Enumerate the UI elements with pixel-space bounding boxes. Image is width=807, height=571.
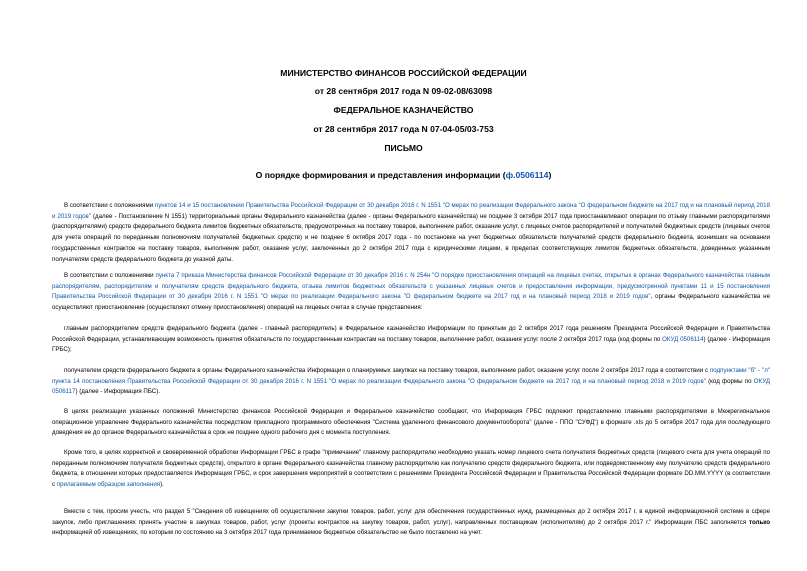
paragraph-7 (52, 507, 770, 539)
paragraph-5 (52, 407, 770, 439)
paragraph-3 (52, 324, 770, 356)
p4-okud-link[interactable]: ОКУД 0506117 (52, 377, 770, 396)
p6-sample-link[interactable]: прилагаемым образцом заполнения (56, 481, 161, 489)
p2-order-link[interactable]: пункта 7 приказа Министерства финансов Российской Федерации от 30 декабря 2016 г. N 254н "О порядке приостановления операций на лицевых счетах, открытых в органах Федерального казначейства главным распорядителям, распорядителям и получателям средств федерального бюджета, отзыва лимитов бюджетных обязательств с указанных лицевых счетов и предоставления информации, предусмотренной пунктами 11 и 15 постановления Правительства Российской Федерации от 30 декабря 2016 г. N 1551 "О мерах по реализации Федерального закона "О федеральном бюджете на 2017 год и на плановый период 2018 и 2019 годов" (52, 272, 770, 301)
document-title (0, 170, 807, 181)
document-type: ПИСЬМО (384, 143, 423, 153)
title-prefix: О порядке формирования и представления информации ( (255, 170, 506, 180)
paragraph-6 (52, 448, 770, 491)
p7-text-1: Вместе с тем, просим учесть, что раздел 5 "Сведения об извещениях об осуществлении закупки товаров, работ, услуг для обеспечения государственных нужд, размещенных до 2 октября 2017 г. в единой информационной системе в сфере закупок, либо приглашениях принять участие в закупках товаров, работ, услуг (проекты контрактов на закупку товаров, работ, услуг), направленных поставщикам (исполнителям) до 2 октября 2017 г." Информации ПБС заполняется (52, 508, 770, 526)
p4-text-1: получателем средств федерального бюджета в органы Федерального казначейства Информации о планируемых закупках на поставку товаров, выполнение работ, оказание услуг после 2 октября 2017 года в соответствии с (64, 367, 710, 374)
p4-text-3: ) (далее - Информация ПБС). (75, 388, 160, 396)
p7-text-2: информацией об извещениях, по которым по состоянию на 3 октября 2017 года принимаемое бюджетное обязательство не было поставлено на учет. (52, 529, 482, 537)
treasury-date: от 28 сентября 2017 года N 07-04-05/03-753 (313, 124, 494, 134)
p6-text-1: Кроме того, в целях корректной и своевременной обработки Информации ГРБС в графе "примечание" главному распорядителю необходимо указать номер лицевого счета получателя бюджетных средств (лицевого счета для учета операций по переданным полномочиям получателя бюджетных средств), открытого в органе Федерального казначейства главному распорядителю как получателю средств федерального бюджета, или подведомственному ему получателю средств федерального бюджета, в отношении которых предоставляется Информация ГРБС, и срок завершения мероприятий в соответствии с решениями Президента Российской Федерации и Правительства Российской Федерации формате DD.MM.YYYY (в соответствии с (52, 449, 770, 489)
p3-okud-link[interactable]: ОКУД 0506114 (662, 335, 704, 343)
p1-text-1: В соответствии с положениями (64, 202, 155, 209)
p2-text-2: , органы Федерального казначейства не осуществляют приостановление (осуществляют отмену приостановления) операций на лицевых счетах в случае представления: (52, 293, 770, 312)
p7-bold-only: только (749, 518, 770, 526)
p1-text-2: (далее - Постановление N 1551) территориальные органы Федерального казначейства (далее - органы Федерального казначейства) не позднее 3 октября 2017 года приостанавливают операции по отзыву главными распорядителями (распорядителями) средств федерального бюджета лимитов бюджетных обязательств, предусмотренных на поставку товаров, выполнение работ, оказание услуг, с лицевых счетов распорядителей и получателей бюджетных средств (лицевых счетов для учета операций по переданным полномочиям получателей бюджетных средств) и не позднее 6 октября 2017 года - по постановке на учет бюджетных обязательств получателей средств федерального бюджета, возникших на основании государственных контрактов на поставку товаров, выполнение работ, оказание услуг, заключенных до 2 октября 2017 года с юридическими лицами, в пределах соответствующих лимитов бюджетных обязательств, доведенных указанным получателям средств федерального бюджета до указной даты. (52, 212, 770, 263)
p5-text: В целях реализации указанных положений Министерство финансов Российской Федерации и Федеральное казначейство сообщают, что Информация ГРБС подлежит представлению главными распорядителями в Межрегиональное операционное управление Федерального казначейства посредством прикладного программного обеспечения "Система удаленного финансового документооборота" (далее - ППО "СУФД") в формате .xls до 5 октября 2017 года для последующего доведения ее до органов Федерального казначейства в срок не позднее одного рабочего дня с момента поступления. (52, 408, 770, 437)
p1-law-link[interactable]: пунктов 14 и 15 постановления Правительства Российской Федерации от 30 декабря 2016 г. N 1551 "О мерах по реализации Федерального закона "О федеральном бюджете на 2017 год и на плановый период 2018 и 2019 годов" (52, 202, 770, 220)
p3-text-2: ) (далее - Информация ГРБС); (52, 335, 770, 354)
ministry-date: от 28 сентября 2017 года N 09-02-08/63098 (314, 86, 493, 96)
paragraph-1 (52, 201, 770, 265)
p4-subpoints-link[interactable]: подпунктами "б" - "л" пункта 14 постановления Правительства Российской Федерации от 30 декабря 2016 г. N 1551 "О мерах по реализации Федерального закона "О федеральном бюджете на 2017 год и на плановый период 2018 и 2019 годов" (52, 367, 770, 385)
title-form-link[interactable]: ф.0506114 (505, 170, 549, 180)
treasury-heading: ФЕДЕРАЛЬНОЕ КАЗНАЧЕЙСТВО (333, 105, 474, 115)
p4-text-2: (код формы по (705, 377, 754, 385)
p3-text-1: главным распорядителем средств федерального бюджета (далее - главный распорядитель) в Федеральное казначейство Информации по принятым до 2 октября 2017 года решениям Президента Российской Федерации и Правительства Российской Федерации, устанавливающим возможность принятия обязательств по государственным контрактам на поставку товаров, выполнение работ, оказания услуг после 2 октября 2017 года (код формы по (52, 325, 770, 343)
p2-text-1: В соответствии с положениями (64, 272, 156, 279)
paragraph-4 (52, 366, 770, 398)
p6-text-2: ). (160, 481, 164, 489)
ministry-heading: МИНИСТЕРСТВО ФИНАНСОВ РОССИЙСКОЙ ФЕДЕРАЦИИ (280, 68, 527, 78)
paragraph-2 (52, 271, 770, 314)
title-suffix: ) (548, 170, 552, 180)
